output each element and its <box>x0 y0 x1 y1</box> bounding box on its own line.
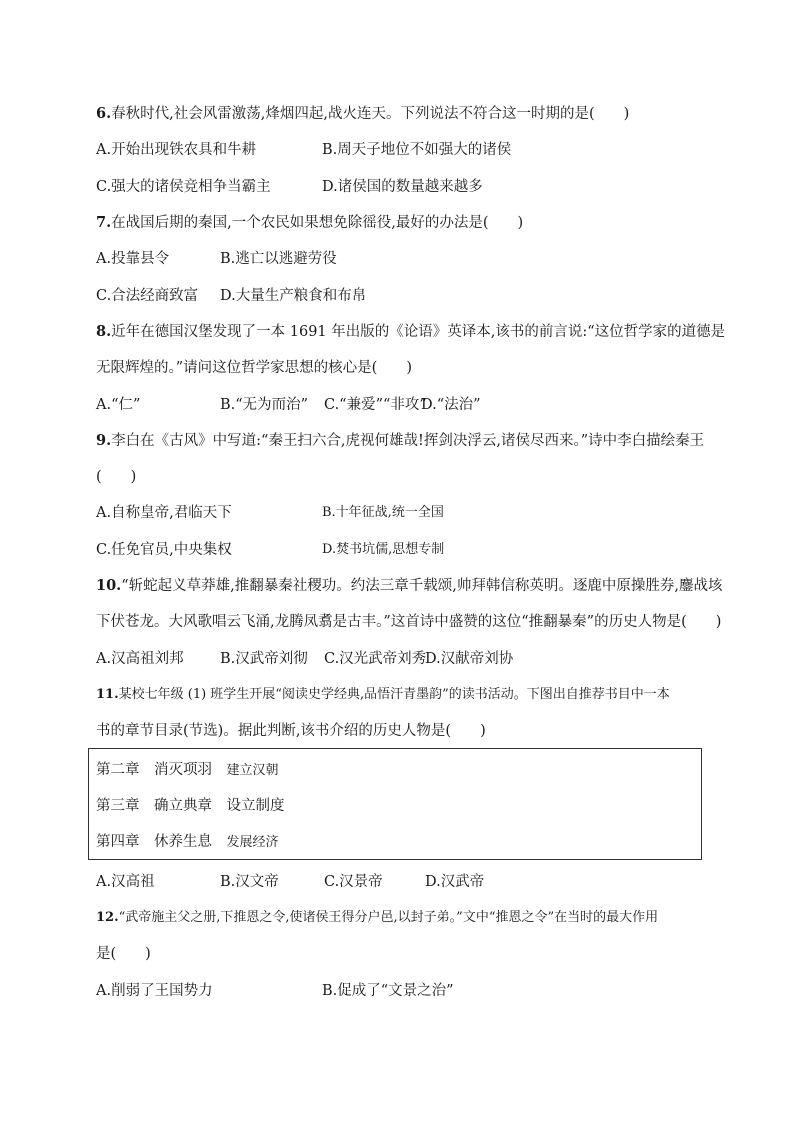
q7-option-b[interactable]: B.逃亡以逃避劳役 <box>220 251 337 267</box>
q8-option-d[interactable]: D.“法治” <box>421 397 481 413</box>
q11-option-d[interactable]: D.汉武帝 <box>425 874 485 890</box>
toc-title-2: 建立汉朝 <box>226 763 279 778</box>
q6-option-c[interactable]: C.强大的诸侯竞相争当霸主 <box>96 179 271 195</box>
question-8-stem-cont: 无限辉煌的。”请问这位哲学家思想的核心是( ) <box>96 360 412 376</box>
question-7-stem <box>96 213 523 233</box>
toc-title-1: 消灭项羽 <box>154 762 212 778</box>
q7-option-d[interactable]: D.大量生产粮食和布帛 <box>220 288 367 304</box>
q8-option-b[interactable]: B.“无为而治” <box>220 397 309 413</box>
question-text: 春秋时代,社会风雷激荡,烽烟四起,战火连天。下列说法不符合这一时期的是( ) <box>111 106 630 122</box>
q8-option-c[interactable]: C.“兼爱”“非攻” <box>324 397 427 413</box>
question-text: 在战国后期的秦国,一个农民如果想免除徭役,最好的办法是( ) <box>111 215 524 231</box>
q6-option-b[interactable]: B.周天子地位不如强大的诸侯 <box>322 142 512 158</box>
question-12-stem-cont: 是( ) <box>96 946 151 962</box>
question-text: “武帝施主父之册,下推恩之令,使诸侯王得分户邑,以封子弟。”文中“推恩之令”在当时的最大作用 <box>118 910 659 925</box>
question-number: 10. <box>96 577 122 594</box>
question-number: 7. <box>96 214 112 231</box>
q6-option-d[interactable]: D.诸侯国的数量越来越多 <box>322 179 483 195</box>
q11-option-c[interactable]: C.汉景帝 <box>324 874 383 890</box>
question-9-stem-cont: ( ) <box>96 469 137 485</box>
q12-option-a[interactable]: A.削弱了王国势力 <box>96 983 213 999</box>
toc-chapter: 第三章 <box>96 798 140 814</box>
question-10-stem <box>96 576 722 596</box>
toc-title-1: 休养生息 <box>154 834 212 850</box>
question-11-stem <box>96 685 670 705</box>
question-number: 11. <box>96 687 119 702</box>
chapter-toc-box <box>88 748 702 860</box>
q10-option-b[interactable]: B.汉武帝刘彻 <box>220 651 308 667</box>
q12-option-b[interactable]: B.促成了“文景之治” <box>322 983 454 999</box>
question-12-stem <box>96 908 658 928</box>
q10-option-d[interactable]: D.汉献帝刘协 <box>425 651 514 667</box>
q7-option-c[interactable]: C.合法经商致富 <box>96 288 199 304</box>
question-9-stem <box>96 431 704 451</box>
question-text: 某校七年级 (1) 班学生开展“阅读史学经典,品悟汗青墨韵”的读书活动。下图出自推荐书目中一本 <box>118 687 670 702</box>
question-text: 李白在《古风》中写道:“秦王扫六合,虎视何雄哉!挥剑决浮云,诸侯尽西来。”诗中李白描绘秦王 <box>111 433 705 449</box>
toc-chapter: 第四章 <box>96 834 140 850</box>
question-8-stem <box>96 322 725 342</box>
question-6-stem <box>96 104 629 124</box>
toc-chapter: 第二章 <box>96 762 140 778</box>
q8-option-a[interactable]: A.“仁” <box>96 397 141 413</box>
q11-option-a[interactable]: A.汉高祖 <box>96 874 155 890</box>
question-text: 近年在德国汉堡发现了一本 1691 年出版的《论语》英译本,该书的前言说:“这位哲学家的道德是 <box>111 324 726 340</box>
q10-option-c[interactable]: C.汉光武帝刘秀 <box>324 651 427 667</box>
toc-title-2: 发展经济 <box>226 835 279 850</box>
toc-row <box>96 796 285 816</box>
toc-title-1: 确立典章 <box>154 798 212 814</box>
q9-option-a[interactable]: A.自称皇帝,君临天下 <box>96 505 232 521</box>
toc-row <box>96 832 279 853</box>
q6-option-a[interactable]: A.开始出现铁农具和牛耕 <box>96 142 257 158</box>
question-10-stem-cont: 下伏苍龙。大风歌唱云飞涌,龙腾凤翥是古丰。”这首诗中盛赞的这位“推翻暴秦”的历史人物是( ) <box>96 614 722 630</box>
q9-option-c[interactable]: C.任免官员,中央集权 <box>96 542 232 558</box>
q9-option-b[interactable]: B.十年征战,统一全国 <box>322 505 444 520</box>
question-number: 12. <box>96 910 119 925</box>
q7-option-a[interactable]: A.投靠县令 <box>96 251 170 267</box>
toc-row <box>96 760 279 781</box>
toc-title-2: 设立制度 <box>226 798 285 814</box>
question-number: 6. <box>96 105 112 122</box>
q11-option-b[interactable]: B.汉文帝 <box>220 874 279 890</box>
q10-option-a[interactable]: A.汉高祖刘邦 <box>96 651 184 667</box>
question-text: “斩蛇起义草莽雄,推翻暴秦社稷功。约法三章千载颂,帅拜韩信称英明。逐鹿中原操胜券,鏖战垓 <box>121 578 723 594</box>
question-11-stem-cont: 书的章节目录(节选)。据此判断,该书介绍的历史人物是( ) <box>96 723 486 739</box>
question-number: 9. <box>96 432 112 449</box>
q9-option-d[interactable]: D.焚书坑儒,思想专制 <box>322 542 445 557</box>
question-number: 8. <box>96 323 112 340</box>
